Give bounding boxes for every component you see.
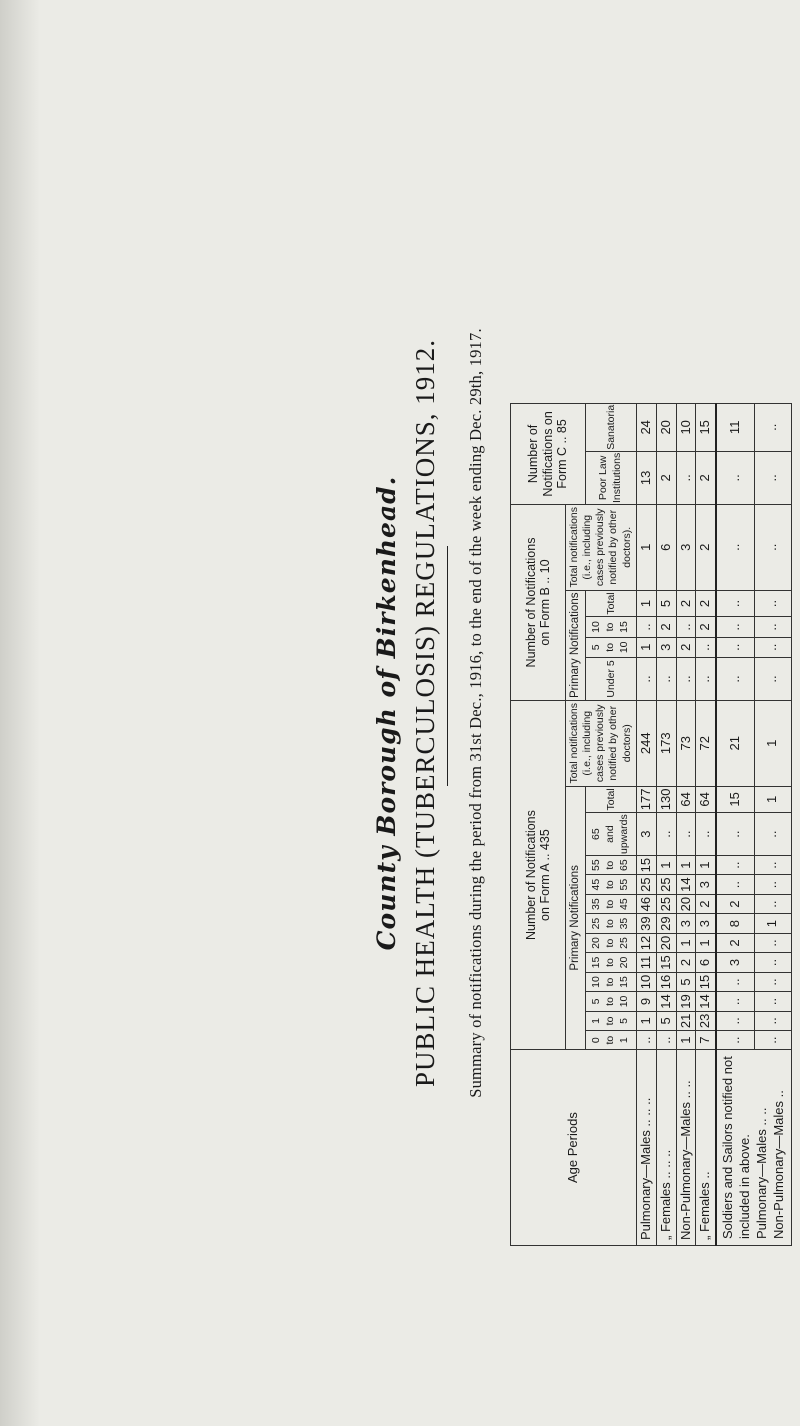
age-to: to [604, 860, 617, 870]
form-a-age-cell: .. [636, 1031, 656, 1050]
form-c-poor-law-header [586, 451, 637, 504]
form-a-age-cell: 39 [636, 914, 656, 933]
age-from: 5 [590, 644, 603, 651]
age-from: 10 [590, 976, 603, 988]
age-until: 45 [617, 898, 630, 910]
form-a-age-cell: .. [716, 813, 754, 856]
age-until: 15 [617, 621, 630, 633]
form-b-incl-line2: (i.e., including [581, 514, 594, 580]
form-a-age-cell: 1 [754, 914, 791, 933]
form-a-age-cell: 5 [656, 1011, 676, 1030]
borough-title: County Borough of Birkenhead. [372, 475, 401, 951]
form-b-incl-line1: Total notifications [568, 506, 580, 588]
form-b-5-10-header [586, 637, 637, 657]
age-until: 10 [617, 995, 630, 1008]
form-b-incl-line4: notified by other [607, 509, 620, 585]
form-b-age-cell: .. [754, 657, 791, 700]
age-5-10-header [586, 992, 637, 1011]
form-b-age-cell: 3 [656, 637, 676, 657]
age-20-25-header [586, 933, 637, 952]
form-b-age-cell: 2 [656, 617, 676, 637]
form-a-age-cell: .. [676, 813, 696, 856]
age-55-65-header [586, 855, 637, 874]
row-label: „ Females .. .. .. [656, 1050, 676, 1246]
age-from: 0 [590, 1037, 603, 1044]
age-to: to [604, 919, 617, 928]
age-to: to [604, 938, 617, 948]
age-15-20-header [586, 953, 637, 972]
form-b-age-cell: .. [696, 657, 716, 700]
soldiers-sailors-label [716, 1050, 791, 1246]
form-a-age-cell: 9 [636, 992, 656, 1011]
form-a-age-cell: 1 [656, 855, 676, 874]
form-a-incl-total-cell: 72 [696, 700, 716, 786]
form-a-age-cell: 8 [716, 914, 754, 933]
age-from: 20 [590, 937, 603, 949]
row-label: Pulmonary—Males .. .. .. [636, 1050, 656, 1246]
form-a-age-cell: 1 [676, 933, 696, 952]
poor-law-line1: Poor Law [597, 455, 610, 501]
form-a-age-cell: .. [754, 1031, 791, 1050]
form-b-incl-total-cell: .. [716, 504, 754, 590]
form-a-age-cell: .. [716, 1031, 754, 1050]
form-b-total-cell: .. [716, 590, 754, 617]
form-a-incl-line5: doctors) [620, 724, 633, 763]
age-until: upwards [617, 814, 630, 854]
age-from: 65 [590, 828, 603, 840]
form-a-total-cell: 177 [636, 786, 656, 813]
age-10-15-header [586, 972, 637, 991]
form-a-age-cell: 21 [676, 1011, 696, 1030]
age-to: to [604, 880, 617, 890]
form-c-title-line2: Notifications on [540, 411, 555, 497]
form-b-incl-total-cell: 6 [656, 504, 676, 590]
form-a-age-cell: 3 [636, 813, 656, 856]
form-a-incl-total-cell: 173 [656, 700, 676, 786]
table-row [636, 403, 656, 1245]
poor-law-line2: Institutions [610, 452, 623, 503]
form-b-age-cell: 2 [676, 637, 696, 657]
form-a-age-cell: 25 [656, 875, 676, 894]
form-a-age-cell: .. [754, 972, 791, 991]
form-b-incl-line5: doctors). [620, 526, 633, 568]
form-b-total-cell: 2 [696, 590, 716, 617]
age-until: 15 [617, 976, 630, 988]
form-a-age-cell: .. [754, 855, 791, 874]
form-a-age-cell: 1 [636, 1011, 656, 1030]
form-c-poor-law-cell: 2 [656, 451, 676, 504]
age-from: 15 [590, 956, 603, 969]
form-a-age-cell: 2 [716, 894, 754, 913]
form-a-incl-line4: notified by other [607, 705, 620, 781]
form-a-age-cell: 16 [656, 972, 676, 991]
form-b-incl-total-cell: 3 [676, 504, 696, 590]
form-a-age-cell: 14 [676, 875, 696, 894]
form-a-age-cell: 14 [656, 992, 676, 1011]
form-a-incl-line1: Total notifications [568, 702, 580, 784]
form-a-age-cell: 10 [636, 972, 656, 991]
form-b-incl-total-cell: 2 [696, 504, 716, 590]
form-b-age-cell: 1 [636, 637, 656, 657]
form-a-age-cell: 20 [656, 933, 676, 952]
form-b-incl-total-cell: .. [754, 504, 791, 590]
form-b-age-cell: .. [716, 657, 754, 700]
form-a-age-cell: 11 [636, 953, 656, 972]
form-c-header [511, 403, 586, 504]
form-a-incl-line3: cases previously [594, 704, 607, 783]
age-from: 1 [590, 1018, 603, 1024]
form-b-age-cell: .. [636, 617, 656, 637]
form-b-total-cell: 5 [656, 590, 676, 617]
form-a-total-cell: 1 [754, 786, 791, 813]
form-a-age-cell: .. [716, 875, 754, 894]
form-a-age-cell: 15 [636, 855, 656, 874]
form-a-incl-total-cell: 244 [636, 700, 656, 786]
form-a-age-cell: 1 [676, 1031, 696, 1050]
form-a-age-cell: 23 [696, 1011, 716, 1030]
form-a-incl-line2: (i.e., including [581, 710, 594, 776]
form-a-incl-total-cell: 73 [676, 700, 696, 786]
form-a-total-header: Total [586, 786, 637, 813]
form-c-sanatoria-header: Sanatoria [586, 403, 637, 451]
form-a-age-cell: 1 [696, 933, 716, 952]
form-b-primary-header: Primary Notifications [566, 590, 586, 700]
form-a-age-cell: .. [754, 1011, 791, 1030]
form-a-age-cell: 3 [716, 953, 754, 972]
form-a-age-cell: .. [754, 894, 791, 913]
form-a-age-cell: 25 [636, 875, 656, 894]
age-0-1-header [586, 1031, 637, 1050]
form-c-poor-law-cell: .. [754, 451, 791, 504]
age-until: 10 [617, 641, 630, 654]
form-b-under-5-header: Under 5 [586, 657, 637, 700]
form-c-poor-law-cell: 2 [696, 451, 716, 504]
age-from: 35 [590, 898, 603, 910]
summary-line: Summary of notifications during the period from 31st Dec., 1916, to the end of the week ending Dec. 29th, 1917. [466, 328, 485, 1098]
header-row-groups [511, 403, 566, 1245]
form-a-age-cell: 3 [696, 914, 716, 933]
form-c-title-line3: Form C .. 85 [555, 419, 570, 489]
age-1-5-header [586, 1011, 637, 1030]
form-a-age-cell: 2 [716, 933, 754, 952]
form-a-age-cell: .. [656, 1031, 676, 1050]
form-c-sanatoria-cell: 20 [656, 403, 676, 451]
age-65-up-header [586, 813, 637, 856]
table-row [696, 403, 716, 1245]
form-a-age-cell: 25 [656, 894, 676, 913]
age-to: to [604, 622, 617, 632]
form-b-age-cell: .. [696, 637, 716, 657]
form-a-age-cell: 7 [696, 1031, 716, 1050]
form-a-age-cell: 6 [696, 953, 716, 972]
form-c-sanatoria-cell: 11 [716, 403, 754, 451]
form-b-age-cell: .. [716, 617, 754, 637]
form-a-age-cell: 5 [676, 972, 696, 991]
age-to: to [604, 642, 617, 652]
table-body [636, 403, 791, 1245]
form-a-age-cell: .. [716, 1011, 754, 1030]
form-b-age-cell: .. [636, 657, 656, 700]
form-b-total-incl-header [566, 504, 637, 590]
form-a-incl-total-cell: 21 [716, 700, 754, 786]
form-a-age-cell: .. [656, 813, 676, 856]
form-a-age-cell: 1 [696, 855, 716, 874]
soldiers-row-label: Pulmonary—Males .. .. [754, 1107, 770, 1239]
form-b-total-header: Total [586, 590, 637, 617]
form-a-header [511, 700, 566, 1049]
form-b-10-15-header [586, 617, 637, 637]
form-a-age-cell: 20 [676, 894, 696, 913]
form-c-sanatoria-cell: 10 [676, 403, 696, 451]
form-a-age-cell: 19 [676, 992, 696, 1011]
form-b-total-cell: .. [754, 590, 791, 617]
age-until: 65 [617, 859, 630, 872]
table-row [676, 403, 696, 1245]
row-label: Non-Pulmonary—Males .. .. [676, 1050, 696, 1246]
age-to: to [604, 977, 617, 987]
form-c-poor-law-cell: .. [716, 451, 754, 504]
form-a-primary-header: Primary Notifications [566, 786, 586, 1050]
form-b-title-line1: Number of Notifications [523, 537, 538, 668]
form-a-age-cell: 3 [696, 875, 716, 894]
form-a-total-incl-header [566, 700, 637, 786]
form-a-title-line2: on Form A .. 435 [538, 829, 552, 921]
form-a-age-cell: .. [716, 992, 754, 1011]
form-a-age-cell: 12 [636, 933, 656, 952]
form-a-total-cell: 15 [716, 786, 754, 813]
form-a-incl-total-cell: 1 [754, 700, 791, 786]
form-b-total-cell: 2 [676, 590, 696, 617]
form-b-age-cell: .. [716, 637, 754, 657]
form-a-age-cell: 14 [696, 992, 716, 1011]
age-to: and [604, 825, 617, 843]
form-b-age-cell: .. [754, 637, 791, 657]
age-from: 10 [590, 621, 603, 633]
form-b-age-cell: .. [676, 657, 696, 700]
age-until: 5 [617, 1018, 630, 1024]
form-a-age-cell: 29 [656, 914, 676, 933]
form-a-age-cell: 15 [696, 972, 716, 991]
soldiers-row-label: Non-Pulmonary—Males .. [771, 1090, 787, 1239]
form-b-header [511, 504, 566, 700]
form-b-age-cell: 2 [696, 617, 716, 637]
age-35-45-header [586, 894, 637, 913]
form-a-age-cell: .. [696, 813, 716, 856]
form-b-title-line2: on Form B .. 10 [538, 559, 552, 646]
form-a-age-cell: .. [716, 972, 754, 991]
form-b-age-cell: .. [754, 617, 791, 637]
age-from: 5 [590, 998, 603, 1005]
age-from: 55 [590, 859, 603, 872]
form-a-total-cell: 64 [696, 786, 716, 813]
form-a-age-cell: .. [754, 953, 791, 972]
age-to: to [604, 1016, 617, 1026]
form-b-age-cell: .. [656, 657, 676, 700]
title-underline [447, 546, 448, 786]
form-a-total-cell: 64 [676, 786, 696, 813]
age-until: 25 [617, 937, 630, 949]
form-a-age-cell: 46 [636, 894, 656, 913]
soldiers-table-row [716, 403, 754, 1245]
form-a-age-cell: 15 [656, 953, 676, 972]
form-c-sanatoria-cell: .. [754, 403, 791, 451]
form-a-total-cell: 130 [656, 786, 676, 813]
form-a-age-cell: .. [754, 992, 791, 1011]
age-periods-header: Age Periods [511, 1050, 637, 1246]
form-b-age-cell: .. [676, 617, 696, 637]
form-a-age-cell: 3 [676, 914, 696, 933]
age-until: 1 [617, 1037, 630, 1044]
notifications-table [510, 403, 792, 1246]
form-c-poor-law-cell: .. [676, 451, 696, 504]
age-to: to [604, 958, 617, 967]
row-label: „ Females .. [696, 1050, 716, 1246]
age-to: to [604, 997, 617, 1006]
form-a-age-cell: .. [754, 813, 791, 856]
age-until: 35 [617, 917, 630, 930]
age-until: 20 [617, 956, 630, 969]
form-a-age-cell: .. [754, 875, 791, 894]
form-b-incl-total-cell: 1 [636, 504, 656, 590]
form-c-poor-law-cell: 13 [636, 451, 656, 504]
form-a-title-line1: Number of Notifications [523, 810, 538, 941]
form-a-age-cell: .. [754, 933, 791, 952]
form-c-sanatoria-cell: 24 [636, 403, 656, 451]
age-to: to [604, 1035, 617, 1045]
form-a-age-cell: 2 [676, 953, 696, 972]
form-b-incl-line3: cases previously [594, 508, 607, 587]
age-25-35-header [586, 914, 637, 933]
age-45-55-header [586, 875, 637, 894]
soldiers-label-line: Soldiers and Sailors notified not [720, 1056, 736, 1239]
form-b-total-cell: 1 [636, 590, 656, 617]
document-title: PUBLIC HEALTH (TUBERCULOSIS) REGULATIONS, 1912. [410, 339, 440, 1088]
soldiers-label-line: included in above. [737, 1134, 753, 1239]
form-a-age-cell: 1 [676, 855, 696, 874]
form-a-age-cell: .. [716, 855, 754, 874]
age-from: 25 [590, 917, 603, 930]
age-from: 45 [590, 878, 603, 891]
table-row [656, 403, 676, 1245]
form-a-age-cell: 2 [696, 894, 716, 913]
age-to: to [604, 899, 617, 909]
form-c-title-line1: Number of [526, 424, 541, 484]
age-until: 55 [617, 878, 630, 891]
form-c-sanatoria-cell: 15 [696, 403, 716, 451]
